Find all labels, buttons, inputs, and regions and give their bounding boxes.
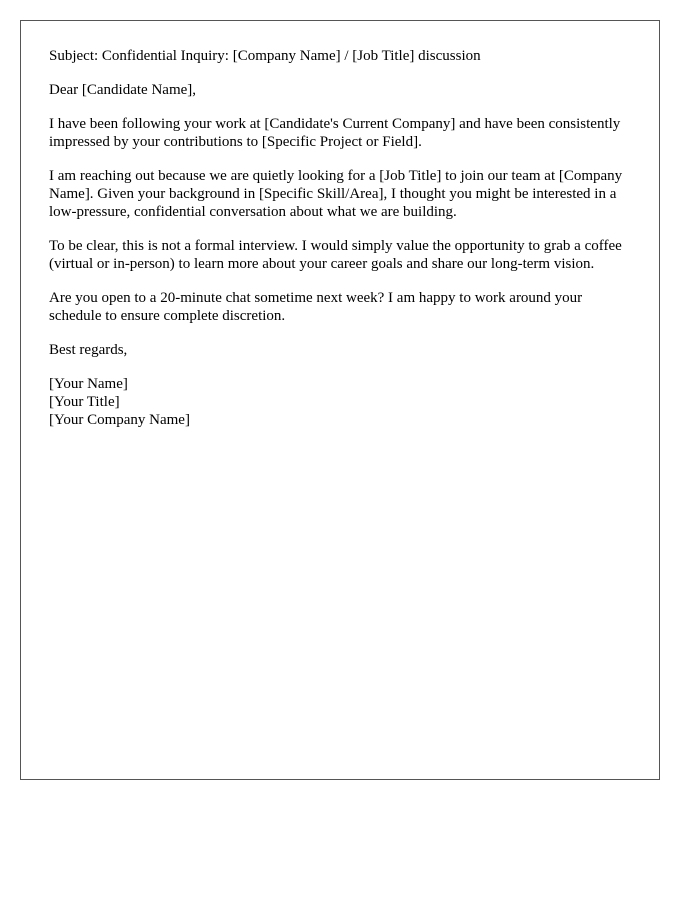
signature-name: [Your Name] bbox=[49, 376, 128, 392]
signature-company: [Your Company Name] bbox=[49, 412, 190, 428]
letter-greeting: Dear [Candidate Name], bbox=[49, 82, 197, 98]
letter-subject: Subject: Confidential Inquiry: [Company Name] / [Job Title] discussion bbox=[49, 48, 481, 64]
letter-paragraph-2: I am reaching out because we are quietly looking for a [Job Title] to join our team at [Company Name]. Given your background in [Specific Skill/Area], I thought you might be interested in a low-pressure, confidential conversation about what we are building. bbox=[49, 168, 623, 220]
letter-paragraph-1: I have been following your work at [Candidate's Current Company] and have been consistently impressed by your contributions to [Specific Project or Field]. bbox=[49, 116, 621, 150]
letter-paragraph-3: To be clear, this is not a formal interview. I would simply value the opportunity to grab a coffee (virtual or in-person) to learn more about your career goals and share our long-term vision. bbox=[49, 238, 622, 272]
letter-paragraph-4: Are you open to a 20-minute chat sometime next week? I am happy to work around your schedule to ensure complete discretion. bbox=[49, 290, 583, 324]
letter-document bbox=[20, 20, 660, 780]
signature-block bbox=[49, 375, 631, 429]
signature-title: [Your Title] bbox=[49, 394, 120, 410]
letter-closing: Best regards, bbox=[49, 342, 128, 358]
